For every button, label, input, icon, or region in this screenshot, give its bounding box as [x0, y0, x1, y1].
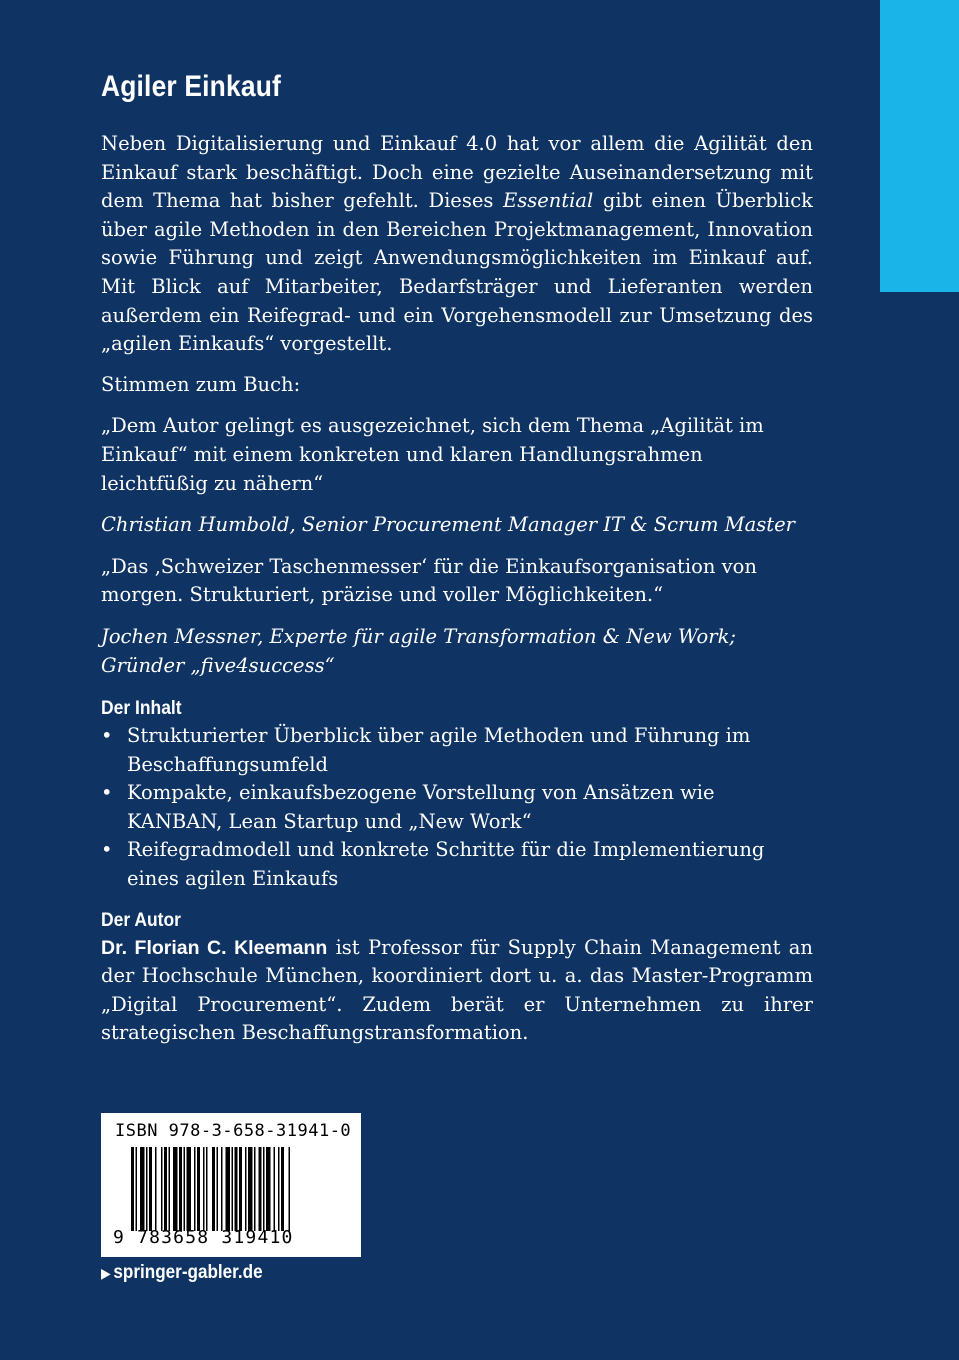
barcode-bar — [136, 1147, 138, 1231]
barcode-bar — [274, 1147, 276, 1231]
barcode-bar — [226, 1147, 231, 1231]
testimonial-quote-1: „Dem Autor gelingt es ausgezeichnet, sich dem Thema „Agilität im Einkauf“ mit einem konkreten und klaren Handlungsrahmen leichtfüßig zu nähern“ — [101, 414, 764, 495]
barcode-bar — [212, 1147, 215, 1231]
barcode-bar — [206, 1147, 208, 1231]
barcode-bar — [173, 1147, 178, 1231]
barcode-bar — [232, 1147, 234, 1231]
barcode-bar — [194, 1147, 196, 1231]
barcode-bars — [131, 1147, 331, 1231]
barcode-bar — [259, 1147, 262, 1231]
description-italic-term: Essential — [503, 189, 594, 213]
bullet-icon: • — [101, 724, 113, 748]
list-item-text: Kompakte, einkaufsbezogene Vorstellung von Ansätzen wie KANBAN, Lean Startup und „New Work“ — [127, 781, 715, 833]
isbn-label: ISBN 978-3-658-31941-0 — [115, 1121, 352, 1141]
barcode-bar — [140, 1147, 145, 1231]
testimonial-quote-2: „Das ‚Schweizer Taschenmesser‘ für die Einkaufsorganisation von morgen. Strukturiert, präzise und voller Möglichkeiten.“ — [101, 554, 757, 607]
author-bio — [101, 934, 813, 1048]
barcode-bar — [281, 1147, 284, 1231]
contents-list — [101, 722, 813, 894]
barcode-bar — [169, 1147, 171, 1231]
barcode-bar — [217, 1147, 219, 1231]
barcode-bar — [254, 1147, 256, 1231]
list-item — [101, 836, 813, 893]
barcode-bar — [235, 1147, 238, 1231]
book-description — [101, 130, 813, 359]
barcode — [101, 1113, 361, 1257]
barcode-bar — [146, 1147, 148, 1231]
publisher-link[interactable] — [101, 1262, 263, 1284]
barcode-bar — [266, 1147, 271, 1231]
testimonial-attribution-2: Jochen Messner, Experte für agile Transformation & New Work; Gründer „five4success“ — [101, 624, 736, 677]
barcode-bar — [245, 1147, 247, 1231]
barcode-bar — [203, 1147, 205, 1231]
bullet-icon: • — [101, 838, 113, 862]
list-item — [101, 779, 813, 836]
contents-heading: Der Inhalt — [101, 698, 182, 720]
barcode-bar — [164, 1147, 167, 1231]
barcode-bar — [197, 1147, 200, 1231]
arrow-right-icon: ▶ — [101, 1265, 111, 1281]
back-cover-content — [101, 70, 813, 1048]
barcode-bar — [239, 1147, 242, 1231]
author-heading: Der Autor — [101, 909, 181, 931]
barcode-bar — [179, 1147, 182, 1231]
barcode-bar — [187, 1147, 192, 1231]
barcode-bar — [155, 1147, 157, 1231]
bullet-icon: • — [101, 781, 113, 805]
barcode-bar — [161, 1147, 163, 1231]
publisher-url: springer-gabler.de — [113, 1262, 263, 1283]
barcode-bar — [184, 1147, 186, 1231]
barcode-bar — [289, 1147, 291, 1231]
testimonial-attribution-1: Christian Humbold, Senior Procurement Manager IT & Scrum Master — [101, 513, 795, 537]
barcode-bar — [263, 1147, 265, 1231]
description-text-1: Neben Digitalisierung und Einkauf 4.0 hat vor allem die Agilität den Einkauf stark beschäftigt. Doch eine gezielte Auseinandersetzung mit dem Thema hat bisher gefehlt. Dieses — [101, 132, 813, 213]
book-title: Agiler Einkauf — [101, 70, 281, 103]
description-text-2: gibt einen Überblick über agile Methoden in den Bereichen Projektmanagement, Innovation sowie Führung und zeigt Anwendungsmöglichkeiten im Einkauf auf. Mit Blick auf Mitarbeiter, Bedarfsträger und Lieferanten werden außerdem ein Reifegrad- und ein Vorgehensmodell zur Umsetzung des „agilen Einkaufs“ vorgestellt. — [101, 189, 813, 356]
barcode-bar — [221, 1147, 223, 1231]
list-item-text: Strukturierter Überblick über agile Methoden und Führung im Beschaffungsumfeld — [127, 724, 751, 776]
list-item-text: Reifegradmodell und konkrete Schritte für die Implementierung eines agilen Einkaufs — [127, 838, 765, 891]
barcode-bar — [278, 1147, 280, 1231]
barcode-bar — [149, 1147, 152, 1231]
author-bio-text: ist Professor für Supply Chain Management an der Hochschule München, koordiniert dort u. a. das Master-Programm „Digital Procurement“. Zudem berät er Unternehmen zu ihrer strategischen Beschaffungstransformation. — [101, 935, 813, 1045]
author-name: Dr. Florian C. Kleemann — [101, 936, 328, 959]
barcode-bar — [248, 1147, 253, 1231]
accent-color-bar — [880, 0, 959, 292]
list-item — [101, 722, 813, 779]
ean-digits: 9 783658 319410 — [113, 1227, 294, 1248]
barcode-bar — [131, 1147, 134, 1231]
voices-heading: Stimmen zum Buch: — [101, 372, 301, 396]
